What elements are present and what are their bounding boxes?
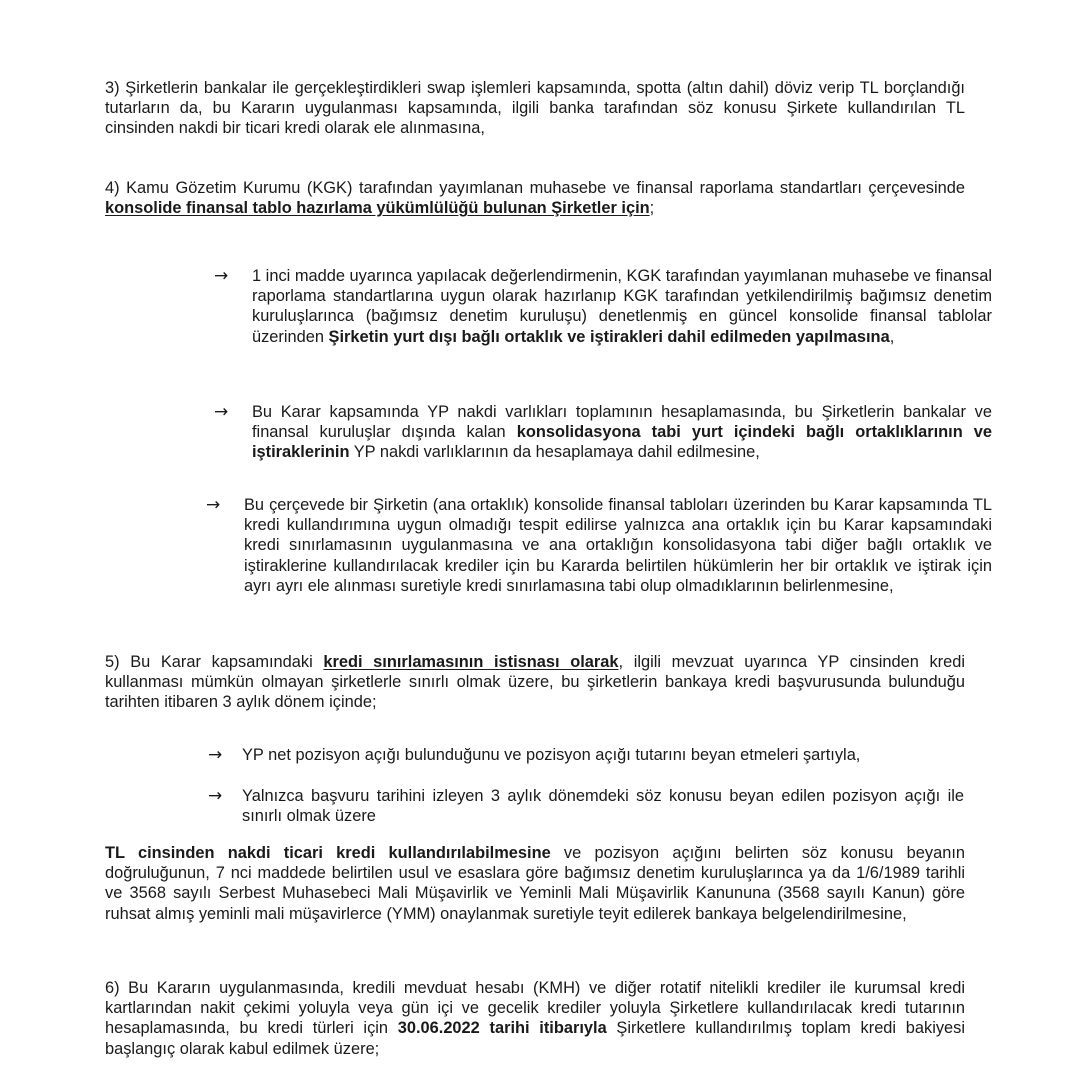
paragraph-3: [105, 78, 965, 139]
arrow-icon: →: [208, 745, 223, 765]
paragraph-3-text: 3) Şirketlerin bankalar ile gerçekleştirdikleri swap işlemleri kapsamında, spotta (altın dahil) döviz verip TL borçlandığı tutarların da, bu Kararın uygulanması kapsamında, ilgili banka tarafından söz konusu Şirkete kullandırılan TL cinsinden nakdi bir ticari kredi olarak ele alınmasına,: [105, 79, 965, 138]
paragraph-4-emphasis: konsolide finansal tablo hazırlama yükümlülüğü bulunan Şirketler için: [105, 199, 650, 218]
list-item-4-1: → 1 inci madde uyarınca yapılacak değerlendirmenin, KGK tarafından yayımlanan muhasebe ve finansal raporlama standartlarına uygun olarak hazırlanıp KGK tarafından yetkilendirilmiş bağımsız denetim kuruluşlarınca (bağımsız denetim kuruluşu) denetlenmiş en güncel konsolide finansal tablolar üzerinden Şirketin yurt dışı bağlı ortaklık ve iştirakleri dahil edilmeden yapılmasına,: [214, 266, 992, 346]
paragraph-6-date: 30.06.2022 tarihi itibarıyla: [397, 1019, 607, 1038]
arrow-icon: →: [214, 266, 229, 286]
list-item-4-3: → Bu çerçevede bir Şirketin (ana ortaklık) konsolide finansal tabloları üzerinden bu Karar kapsamında TL kredi kullandırımına uygun olmadığı tespit edilirse yalnızca ana ortaklık için bu Karar kapsamındaki kredi sınırlamasının uygulanmasına ve ana ortaklığın konsolidasyona tabi diğer bağlı ortaklık ve iştiraklerine kullandırılacak krediler için bu Kararda belirtilen hükümlerin her bir ortaklık ve iştirak için ayrı ayrı ele alınması suretiyle kredi sınırlamasına tabi olup olmadıklarının belirlenmesine,: [206, 495, 992, 595]
arrow-icon: →: [208, 786, 223, 806]
paragraph-5b: TL cinsinden nakdi ticari kredi kullandırılabilmesine ve pozisyon açığını belirten söz konusu beyanın doğruluğunun, 7 nci maddede belirtilen usul ve esaslara göre bağımsız denetim kuruluşlarınca ya da 1/6/1989 tarihli ve 3568 sayılı Serbest Muhasebeci Mali Müşavirlik ve Yeminli Mali Müşavirlik Kanununa (3568 sayılı Kanun) göre ruhsat almış yeminli mali müşavirlerce (YMM) onaylanmak suretiyle teyit edilerek bankaya belgelendirilmesine,: [105, 844, 965, 923]
paragraph-4-prefix: 4) Kamu Gözetim Kurumu (KGK) tarafından yayımlanan muhasebe ve finansal raporlama standartları çerçevesinde: [105, 179, 965, 197]
arrow-icon: →: [214, 402, 229, 422]
list-item-5-2: → Yalnızca başvuru tarihini izleyen 3 aylık dönemdeki söz konusu beyan edilen pozisyon açığı ile sınırlı olmak üzere: [208, 786, 964, 826]
paragraph-6: 6) Bu Kararın uygulanmasında, kredili mevduat hesabı (KMH) ve diğer rotatif nitelikli krediler ile kurumsal kredi kartlarından nakit çekimi yoluyla veya gün içi ve gecelik krediler yoluyla Şirketlere kullandırılacak kredi tutarının hesaplamasında, bu kredi türleri için 30.06.2022 tarihi itibarıyla Şirketlere kullandırılmış toplam kredi bakiyesi başlangıç olarak kabul edilmek üzere;: [105, 979, 965, 1058]
paragraph-5b-emphasis: TL cinsinden nakdi ticari kredi kullandırılabilmesine: [105, 844, 551, 862]
list-item-5-1: → YP net pozisyon açığı bulunduğunu ve pozisyon açığı tutarını beyan etmeleri şartıyla,: [208, 745, 861, 765]
paragraph-5: 5) Bu Karar kapsamındaki kredi sınırlamasının istisnası olarak, ilgili mevzuat uyarınca YP cinsinden kredi kullanması mümkün olmayan şirketlerle sınırlı olmak üzere, bu şirketlerin bankaya kredi başvurusunda bulunduğu tarihten itibaren 3 aylık dönem içinde;: [105, 653, 966, 712]
paragraph-5-emphasis: kredi sınırlamasının istisnası olarak: [323, 653, 619, 671]
paragraph-4-suffix: ;: [649, 199, 655, 218]
list-item-4-2: → Bu Karar kapsamında YP nakdi varlıkları toplamının hesaplamasında, bu Şirketlerin bankalar ve finansal kuruluşlar dışında kalan konsolidasyona tabi yurt içindeki bağlı ortaklıklarının ve iştiraklerinin YP nakdi varlıklarının da hesaplamaya dahil edilmesine,: [214, 402, 993, 462]
paragraph-4: [105, 178, 965, 218]
arrow-icon: →: [206, 495, 221, 515]
